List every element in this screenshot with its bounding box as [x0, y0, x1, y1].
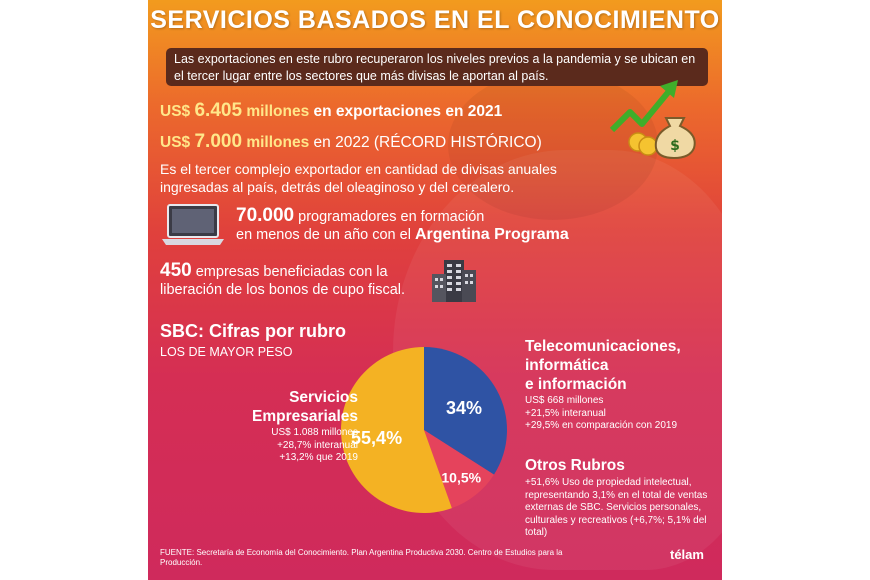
- telecom-detail-3: +29,5% en comparación con 2019: [525, 420, 678, 431]
- description-text: Es el tercer complejo exportador en cantidad de divisas anuales ingresadas al país, detrás del oleaginoso y del cerealero.: [160, 161, 557, 195]
- stat2-value: 7.000: [194, 131, 243, 152]
- brand-logo: télam: [670, 547, 704, 562]
- category-services-name: [160, 388, 358, 426]
- source-note: [160, 548, 580, 568]
- services-detail-3: +13,2% que 2019: [279, 452, 358, 463]
- telecom-name-line3: e información: [525, 376, 627, 393]
- programmers-text1: programadores en formación: [298, 209, 485, 225]
- sbc-subtitle: LOS DE MAYOR PESO: [160, 345, 293, 359]
- services-name-line2: Empresariales: [252, 408, 358, 425]
- stat1-currency: US$: [160, 103, 191, 120]
- programmers-program: Argentina Programa: [414, 226, 569, 243]
- infographic: [148, 0, 722, 580]
- pie-label-others: 10,5%: [441, 469, 482, 486]
- stat2-rest: en 2022 (RÉCORD HISTÓRICO): [313, 134, 542, 151]
- intro-banner: Las exportaciones en este rubro recuperaron los niveles previos a la pandemia y se ubican en el tercer lugar entre los sectores que más divisas le aportan al país.: [166, 48, 708, 86]
- category-others-detail: +51,6% Uso de propiedad intelectual, representando 3,1% en el total de ventas externas de SBC. Servicios personales, culturales y recreativos (+6,7%; 5,1% del total): [525, 477, 708, 538]
- programmers-text2: en menos de un año con el: [236, 227, 411, 243]
- page-title: SERVICIOS BASADOS EN EL CONOCIMIENTO: [150, 6, 720, 34]
- stat2-unit: millones: [246, 134, 310, 151]
- svg-text:$: $: [670, 138, 680, 154]
- source-label: FUENTE:: [160, 548, 195, 557]
- services-name-line1: Servicios: [289, 389, 358, 406]
- sbc-title: SBC: Cifras por rubro: [160, 321, 347, 341]
- source-text: Secretaría de Economía del Conocimiento. Plan Argentina Productiva 2030. Centro de Estudios para la Producción.: [160, 548, 563, 567]
- pie-label-services: 55,4%: [351, 428, 403, 449]
- programmers-value: 70.000: [236, 205, 295, 226]
- services-detail-1: US$ 1.088 millones: [271, 427, 358, 438]
- stat1-unit: millones: [246, 103, 310, 120]
- telecom-detail-1: US$ 668 millones: [525, 395, 604, 406]
- stat2-currency: US$: [160, 134, 191, 151]
- category-others-name: Otros Rubros: [525, 457, 625, 474]
- services-detail-2: +28,7% interanual: [277, 439, 358, 451]
- companies-value: 450: [160, 260, 192, 281]
- telecom-name-line1: Telecomunicaciones,: [525, 338, 681, 355]
- category-telecom-detail: [525, 395, 715, 433]
- companies-text: empresas beneficiadas con la liberación de los bonos de cupo fiscal.: [160, 264, 406, 298]
- telecom-detail-2: +21,5% interanual: [525, 407, 606, 419]
- stat1-value: 6.405: [194, 100, 243, 121]
- pie-label-telecom: 34%: [446, 398, 483, 419]
- stat1-rest: en exportaciones en 2021: [313, 103, 503, 120]
- telecom-name-line2: informática: [525, 357, 609, 374]
- category-telecom-name: [525, 337, 715, 394]
- category-services-detail: [160, 427, 358, 465]
